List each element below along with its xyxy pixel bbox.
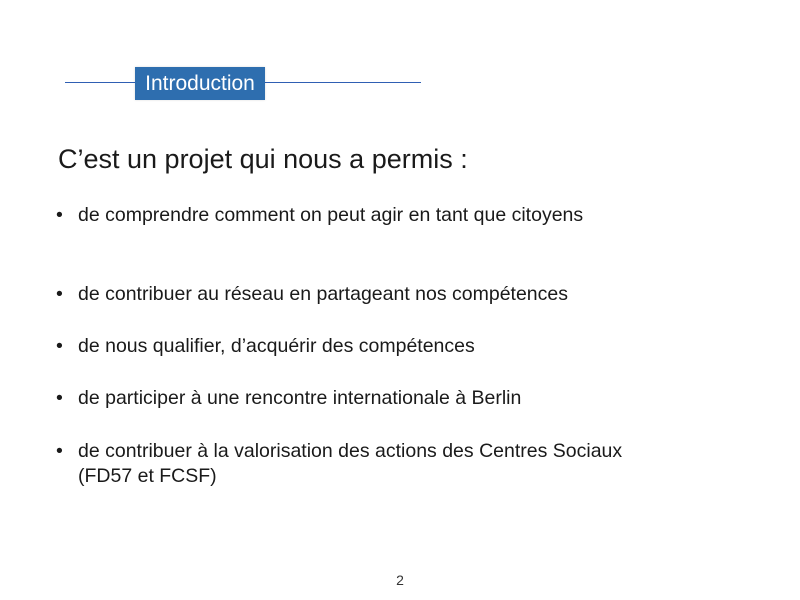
bullet-item (56, 439, 656, 489)
bullet-text: de comprendre comment on peut agir en tant que citoyens (78, 204, 584, 226)
bullet-marker: • (56, 335, 63, 357)
bullet-text: de contribuer au réseau en partageant nos compétences (78, 283, 568, 305)
bullet-text: de nous qualifier, d’acquérir des compétences (78, 335, 475, 357)
bullet-marker: • (56, 440, 63, 462)
bullet-item (56, 282, 656, 307)
bullet-item (56, 386, 656, 411)
bullet-text: de participer à une rencontre internationale à Berlin (78, 387, 522, 409)
section-label: Introduction (135, 67, 265, 100)
bullet-marker: • (56, 204, 63, 226)
slide-heading: C’est un projet qui nous a permis : (58, 144, 468, 174)
page-number: 2 (396, 572, 404, 588)
bullet-item (56, 334, 656, 359)
bullet-marker: • (56, 387, 63, 409)
bullet-marker: • (56, 283, 63, 305)
bullet-text: de contribuer à la valorisation des actions des Centres Sociaux (FD57 et FCSF) (78, 440, 623, 487)
bullet-item (56, 203, 656, 228)
